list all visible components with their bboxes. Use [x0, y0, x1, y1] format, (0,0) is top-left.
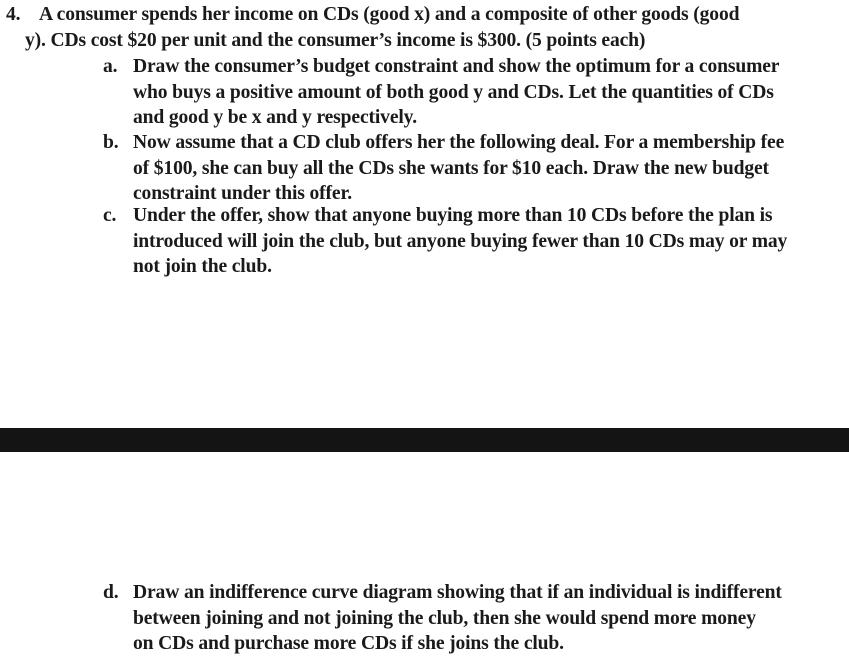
question-4 — [0, 0, 849, 60]
part-d — [0, 580, 849, 660]
part-text — [133, 580, 837, 657]
page-divider-bar — [0, 428, 849, 452]
part-line: Now assume that a CD club offers her the following deal. For a membership fee — [133, 132, 785, 153]
part-text — [133, 54, 837, 131]
part-line: not join the club. — [133, 256, 272, 277]
part-text — [133, 130, 837, 207]
part-label: d. — [103, 582, 119, 603]
part-c — [0, 203, 849, 283]
part-line: introduced will join the club, but anyone buying fewer than 10 CDs may or may — [133, 230, 788, 252]
part-label: c. — [103, 205, 117, 226]
part-label: b. — [103, 132, 119, 153]
part-a — [0, 54, 849, 134]
part-line: between joining and not joining the club, then she would spend more money — [133, 607, 756, 629]
part-text — [133, 203, 837, 280]
part-line: and good y be x and y respectively. — [133, 107, 417, 128]
part-b — [0, 130, 849, 210]
question-line: A consumer spends her income on CDs (good x) and a composite of other goods (good — [39, 4, 740, 25]
part-line: Under the offer, show that anyone buying more than 10 CDs before the plan is — [133, 205, 773, 226]
part-line: Draw the consumer’s budget constraint and show the optimum for a consumer — [133, 56, 780, 77]
part-line: who buys a positive amount of both good y and CDs. Let the quantities of CDs — [133, 81, 774, 103]
part-line: on CDs and purchase more CDs if she joins the club. — [133, 633, 564, 654]
part-line: Draw an indifference curve diagram showing that if an individual is indifferent — [133, 582, 782, 603]
part-label: a. — [103, 56, 118, 77]
question-text — [25, 2, 841, 53]
question-line: y). CDs cost $20 per unit and the consumer’s income is $300. (5 points each) — [25, 29, 646, 51]
part-line: constraint under this offer. — [133, 183, 352, 204]
part-line: of $100, she can buy all the CDs she wants for $10 each. Draw the new budget — [133, 157, 769, 179]
question-number: 4. — [6, 4, 21, 25]
